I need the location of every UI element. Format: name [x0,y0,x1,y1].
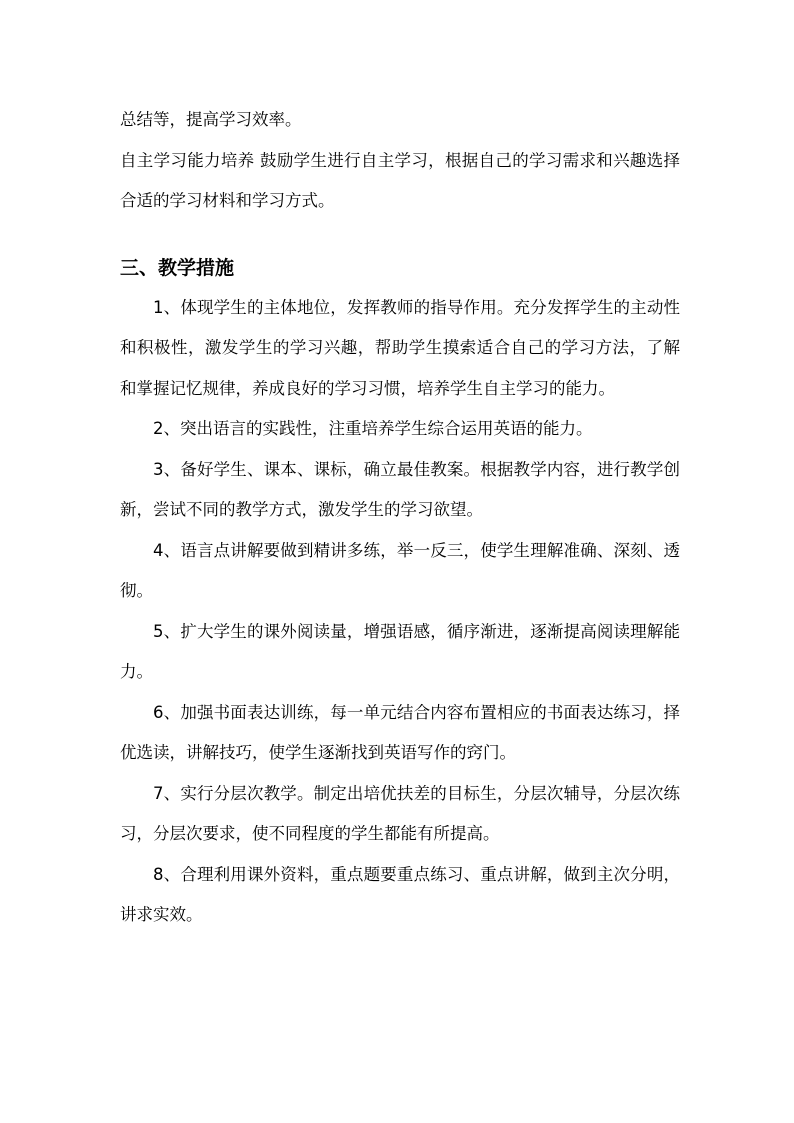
measure-item-4: 4、语言点讲解要做到精讲多练，举一反三，使学生理解准确、深刻、透彻。 [120,540,680,600]
measure-item-5: 5、扩大学生的课外阅读量，增强语感，循序渐进，逐渐提高阅读理解能力。 [120,621,680,681]
measure-item-8: 8、合理利用课外资料，重点题要重点练习、重点讲解，做到主次分明，讲求实效。 [120,864,680,924]
intro-paragraph-2: 自主学习能力培养 鼓励学生进行自主学习，根据自己的学习需求和兴趣选择合适的学习材料和学习方式。 [120,150,680,210]
measure-item-3: 3、备好学生、课本、课标，确立最佳教案。根据教学内容，进行教学创新，尝试不同的教学方式，激发学生的学习欲望。 [120,459,680,519]
section-heading: 三、教学措施 [120,256,235,279]
measure-item-1: 1、体现学生的主体地位，发挥教师的指导作用。充分发挥学生的主动性和积极性，激发学生的学习兴趣，帮助学生摸索适合自己的学习方法，了解和掌握记忆规律，养成良好的学习习惯，培养学生自主学习的能力。 [120,297,680,398]
measure-item-6: 6、加强书面表达训练，每一单元结合内容布置相应的书面表达练习，择优选读，讲解技巧，使学生逐渐找到英语写作的窍门。 [120,702,680,762]
measure-item-2: 2、突出语言的实践性，注重培养学生综合运用英语的能力。 [153,419,593,438]
document-body [120,100,680,936]
measure-item-7: 7、实行分层次教学。制定出培优扶差的目标生，分层次辅导，分层次练习，分层次要求，使不同程度的学生都能有所提高。 [120,783,680,843]
intro-paragraph-1: 总结等，提高学习效率。 [120,110,302,129]
spacer [120,222,680,248]
